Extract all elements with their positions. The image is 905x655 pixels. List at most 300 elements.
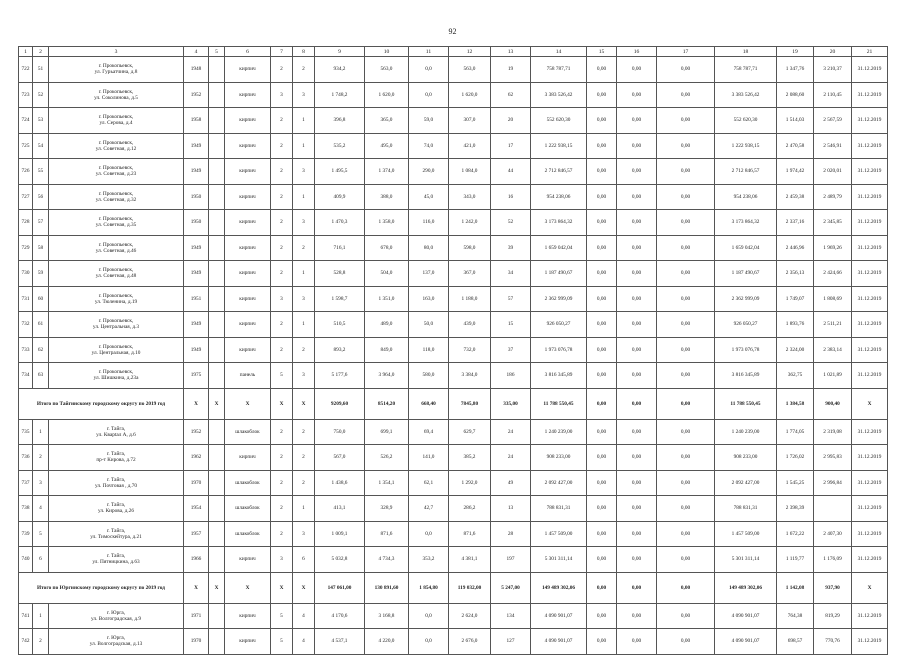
table-cell: 2 362 999,09 bbox=[715, 286, 777, 312]
table-cell bbox=[209, 445, 225, 471]
table-cell: 413,1 bbox=[315, 496, 365, 522]
table-cell: 1 470,3 bbox=[315, 210, 365, 236]
table-cell: 0,00 bbox=[657, 496, 715, 522]
table-cell: кирпич bbox=[225, 57, 271, 83]
table-cell: 17 bbox=[491, 133, 531, 159]
table-cell: 598,0 bbox=[449, 235, 491, 261]
table-cell: 3 964,0 bbox=[365, 363, 409, 389]
table-cell: 2 092 427,00 bbox=[531, 470, 587, 496]
table-cell: шлакоблок bbox=[225, 419, 271, 445]
total-cell: 11 788 550,45 bbox=[715, 388, 777, 419]
table-cell bbox=[209, 419, 225, 445]
table-cell: 34 bbox=[491, 261, 531, 287]
table-cell: 0,0 bbox=[409, 603, 449, 629]
table-cell: 738 bbox=[19, 496, 33, 522]
total-cell: 7845,80 bbox=[449, 388, 491, 419]
table-cell: 31.12.2019 bbox=[852, 261, 888, 287]
table-row bbox=[19, 133, 888, 159]
table-cell: 1 457 509,00 bbox=[715, 521, 777, 547]
table-cell: 31.12.2019 bbox=[852, 210, 888, 236]
table-cell: 1 bbox=[33, 603, 49, 629]
table-cell: 871,6 bbox=[365, 521, 409, 547]
table-cell: 52 bbox=[491, 210, 531, 236]
total-cell: X bbox=[225, 388, 271, 419]
table-cell: 0,00 bbox=[587, 312, 617, 338]
address-cell: г. Юрга, ул. Волгоградская, д.13 bbox=[49, 629, 184, 655]
table-cell: 0,00 bbox=[657, 312, 715, 338]
table-cell: 2 bbox=[293, 235, 315, 261]
table-cell: 1 187 490,67 bbox=[715, 261, 777, 287]
table-cell: 0,00 bbox=[587, 210, 617, 236]
table-cell: 678,0 bbox=[365, 235, 409, 261]
table-cell: 2 712 846,57 bbox=[715, 159, 777, 185]
table-cell: 5 301 311,14 bbox=[715, 547, 777, 573]
table-cell: 367,0 bbox=[449, 261, 491, 287]
table-cell: 1949 bbox=[184, 261, 209, 287]
table-cell: 489,0 bbox=[365, 312, 409, 338]
table-cell: 0,00 bbox=[617, 159, 657, 185]
table-cell: 365,0 bbox=[365, 108, 409, 134]
table-cell: 5 bbox=[271, 363, 293, 389]
table-cell: 0,00 bbox=[657, 57, 715, 83]
table-cell: 4 090 901,07 bbox=[715, 629, 777, 655]
table-cell: 728 bbox=[19, 210, 33, 236]
table-cell: 141,0 bbox=[409, 445, 449, 471]
table-cell: 5 177,6 bbox=[315, 363, 365, 389]
table-cell: 2 bbox=[271, 470, 293, 496]
table-cell: 871,6 bbox=[449, 521, 491, 547]
table-cell: 0,00 bbox=[617, 261, 657, 287]
table-cell: 732 bbox=[19, 312, 33, 338]
table-cell: 1 545,25 bbox=[777, 470, 814, 496]
table-cell: 1954 bbox=[184, 496, 209, 522]
table-cell: 3 383 526,42 bbox=[531, 82, 587, 108]
table-cell: 31.12.2019 bbox=[852, 108, 888, 134]
table-cell: 526,2 bbox=[365, 445, 409, 471]
table-cell bbox=[209, 261, 225, 287]
address-cell: г. Прокопьевск, ул. Советная, д.23 bbox=[49, 159, 184, 185]
table-cell: 819,29 bbox=[814, 603, 852, 629]
total-cell: 11 788 550,45 bbox=[531, 388, 587, 419]
table-cell bbox=[209, 603, 225, 629]
table-cell: 53 bbox=[33, 108, 49, 134]
table-cell: 4 220,0 bbox=[365, 629, 409, 655]
table-cell: 535,2 bbox=[315, 133, 365, 159]
table-cell: 197 bbox=[491, 547, 531, 573]
table-row bbox=[19, 629, 888, 655]
table-cell: 2 bbox=[271, 108, 293, 134]
table-cell: шлакоблок bbox=[225, 521, 271, 547]
address-cell: г. Прокопьевск, ул. Центральная, д.10 bbox=[49, 337, 184, 363]
table-cell: 2 bbox=[271, 419, 293, 445]
table-cell: панель bbox=[225, 363, 271, 389]
table-cell: 2 bbox=[33, 445, 49, 471]
table-cell: 698,57 bbox=[777, 629, 814, 655]
table-cell: 1 973 076,78 bbox=[715, 337, 777, 363]
table-cell: 563,0 bbox=[365, 57, 409, 83]
table-row bbox=[19, 57, 888, 83]
table-cell: 2 356,13 bbox=[777, 261, 814, 287]
table-cell: 1 bbox=[33, 419, 49, 445]
table-cell: 0,00 bbox=[617, 312, 657, 338]
table-cell: 1 620,0 bbox=[449, 82, 491, 108]
table-cell: кирпич bbox=[225, 337, 271, 363]
table-row bbox=[19, 470, 888, 496]
table-cell: 1 495,5 bbox=[315, 159, 365, 185]
table-cell: 0,00 bbox=[587, 57, 617, 83]
total-cell: X bbox=[293, 388, 315, 419]
table-cell: 4 734,3 bbox=[365, 547, 409, 573]
table-cell: 4 bbox=[293, 629, 315, 655]
table-cell: 2 bbox=[293, 470, 315, 496]
table-cell: 19 bbox=[491, 57, 531, 83]
table-cell: 954 238,06 bbox=[715, 184, 777, 210]
table-cell: 6 bbox=[33, 547, 49, 573]
table-cell: 0,00 bbox=[617, 603, 657, 629]
table-cell: 0,00 bbox=[587, 521, 617, 547]
table-cell: 409,9 bbox=[315, 184, 365, 210]
table-body bbox=[19, 47, 888, 655]
total-cell: 900,40 bbox=[814, 388, 852, 419]
table-cell: 4 090 901,07 bbox=[531, 629, 587, 655]
table-cell: 54 bbox=[33, 133, 49, 159]
total-cell: 0,00 bbox=[617, 388, 657, 419]
total-cell: 1 142,08 bbox=[777, 572, 814, 603]
table-cell: 732,0 bbox=[449, 337, 491, 363]
table-cell: 2 459,38 bbox=[777, 184, 814, 210]
table-cell: 62 bbox=[33, 337, 49, 363]
table-cell: 1971 bbox=[184, 603, 209, 629]
table-cell: 3 168,8 bbox=[365, 603, 409, 629]
table-cell: 31.12.2019 bbox=[852, 603, 888, 629]
table-cell: 1 187 490,67 bbox=[531, 261, 587, 287]
table-row bbox=[19, 445, 888, 471]
table-cell: 0,00 bbox=[617, 521, 657, 547]
address-cell: г. Тайга, пр-т Кирова, д.72 bbox=[49, 445, 184, 471]
total-cell: 0,00 bbox=[657, 572, 715, 603]
table-cell: 61 bbox=[33, 312, 49, 338]
table-cell: 2 470,58 bbox=[777, 133, 814, 159]
table-cell bbox=[209, 496, 225, 522]
table-cell: 2 110,45 bbox=[814, 82, 852, 108]
address-cell: г. Тайга, ул. Кварtал А, д.6 bbox=[49, 419, 184, 445]
table-cell: 1 374,0 bbox=[365, 159, 409, 185]
total-cell: 149 489 302,06 bbox=[715, 572, 777, 603]
table-cell: 1 659 042,04 bbox=[715, 235, 777, 261]
table-cell: 74,0 bbox=[409, 133, 449, 159]
table-cell: 37 bbox=[491, 337, 531, 363]
total-cell: 5 247,00 bbox=[491, 572, 531, 603]
table-cell: 44 bbox=[491, 159, 531, 185]
table-cell: 163,0 bbox=[409, 286, 449, 312]
table-cell: 926 050,27 bbox=[715, 312, 777, 338]
address-cell: г. Тайга, ул. Тимоскейтура, д.21 bbox=[49, 521, 184, 547]
table-cell: 0,00 bbox=[587, 108, 617, 134]
table-cell: 0,00 bbox=[617, 419, 657, 445]
table-cell: 2 bbox=[271, 235, 293, 261]
table-cell: 39 bbox=[491, 235, 531, 261]
total-cell: X bbox=[184, 388, 209, 419]
table-cell: 495,0 bbox=[365, 133, 409, 159]
table-cell: 1 084,0 bbox=[449, 159, 491, 185]
table-cell: 5 301 311,14 bbox=[531, 547, 587, 573]
table-cell: 49 bbox=[491, 470, 531, 496]
table-cell: 31.12.2019 bbox=[852, 312, 888, 338]
housing-register-table bbox=[18, 46, 888, 655]
table-cell: 2 bbox=[293, 337, 315, 363]
table-cell: кирпич bbox=[225, 261, 271, 287]
table-cell: 3 bbox=[271, 286, 293, 312]
table-cell: 0,00 bbox=[617, 445, 657, 471]
total-label: Итого по Юргинскому городскому округу по 2019 год bbox=[19, 572, 184, 603]
table-cell: кирпич bbox=[225, 133, 271, 159]
total-cell: 335,00 bbox=[491, 388, 531, 419]
column-number: 8 bbox=[293, 47, 315, 57]
table-cell: 1 222 938,15 bbox=[531, 133, 587, 159]
table-cell: 0,00 bbox=[657, 82, 715, 108]
table-cell: 0,00 bbox=[587, 470, 617, 496]
table-cell: 3 bbox=[271, 547, 293, 573]
address-cell: г. Юрга, ул. Волгоградская, д.9 bbox=[49, 603, 184, 629]
table-cell: 118,0 bbox=[409, 337, 449, 363]
total-cell: X bbox=[852, 572, 888, 603]
total-cell: 0,00 bbox=[617, 572, 657, 603]
table-cell: 1952 bbox=[184, 82, 209, 108]
table-cell: 1950 bbox=[184, 210, 209, 236]
column-number: 2 bbox=[33, 47, 49, 57]
table-cell: 0,0 bbox=[409, 57, 449, 83]
column-number: 16 bbox=[617, 47, 657, 57]
table-row bbox=[19, 603, 888, 629]
column-number: 7 bbox=[271, 47, 293, 57]
table-cell: 2 bbox=[293, 419, 315, 445]
table-cell bbox=[814, 496, 852, 522]
total-cell: 119 032,00 bbox=[449, 572, 491, 603]
table-cell: 80,0 bbox=[409, 235, 449, 261]
table-row bbox=[19, 312, 888, 338]
table-cell: 741 bbox=[19, 603, 33, 629]
table-cell: 1 119,77 bbox=[777, 547, 814, 573]
table-cell: 3 173 864,32 bbox=[715, 210, 777, 236]
table-cell: 31.12.2019 bbox=[852, 470, 888, 496]
table-cell: 2 407,30 bbox=[814, 521, 852, 547]
table-cell: 0,00 bbox=[617, 363, 657, 389]
table-cell: кирпич bbox=[225, 629, 271, 655]
table-cell: 567,0 bbox=[315, 445, 365, 471]
table-cell: 31.12.2019 bbox=[852, 82, 888, 108]
table-cell: 31.12.2019 bbox=[852, 159, 888, 185]
table-cell: 0,00 bbox=[657, 261, 715, 287]
table-cell: 0,00 bbox=[657, 184, 715, 210]
table-cell: 290,0 bbox=[409, 159, 449, 185]
table-cell: 1 242,0 bbox=[449, 210, 491, 236]
table-cell: 0,00 bbox=[657, 629, 715, 655]
table-cell: 353,2 bbox=[409, 547, 449, 573]
table-cell: 1957 bbox=[184, 521, 209, 547]
column-number: 12 bbox=[449, 47, 491, 57]
total-row bbox=[19, 388, 888, 419]
table-cell: 1 bbox=[293, 184, 315, 210]
address-cell: г. Прокопьевск, ул. Советная, д.46 bbox=[49, 235, 184, 261]
table-cell: 0,00 bbox=[617, 629, 657, 655]
table-cell: 31.12.2019 bbox=[852, 547, 888, 573]
table-cell: 2 088,60 bbox=[777, 82, 814, 108]
table-cell: 2 362 999,09 bbox=[531, 286, 587, 312]
total-cell: 130 891,60 bbox=[365, 572, 409, 603]
total-cell: 0,00 bbox=[657, 388, 715, 419]
table-cell: кирпич bbox=[225, 184, 271, 210]
table-cell: 893,2 bbox=[315, 337, 365, 363]
column-number: 4 bbox=[184, 47, 209, 57]
table-cell: 31.12.2019 bbox=[852, 521, 888, 547]
table-cell: 2 bbox=[271, 521, 293, 547]
table-cell: 0,00 bbox=[587, 547, 617, 573]
table-cell: 59 bbox=[33, 261, 49, 287]
table-cell: 1 748,2 bbox=[315, 82, 365, 108]
table-cell: 552 620,30 bbox=[715, 108, 777, 134]
table-cell: 1 188,0 bbox=[449, 286, 491, 312]
table-cell: 0,00 bbox=[587, 496, 617, 522]
table-cell: 2 624,0 bbox=[449, 603, 491, 629]
table-cell: 726 bbox=[19, 159, 33, 185]
table-cell bbox=[209, 286, 225, 312]
page-number: 92 bbox=[448, 27, 457, 36]
total-row bbox=[19, 572, 888, 603]
address-cell: г. Прокопьевск, ул. Гурьатчина, д.8 bbox=[49, 57, 184, 83]
table-cell bbox=[209, 108, 225, 134]
table-cell: 735 bbox=[19, 419, 33, 445]
total-cell: X bbox=[293, 572, 315, 603]
table-cell: 13 bbox=[491, 496, 531, 522]
table-cell: 926 050,27 bbox=[531, 312, 587, 338]
column-number: 15 bbox=[587, 47, 617, 57]
total-cell: 1 384,58 bbox=[777, 388, 814, 419]
table-cell: кирпич bbox=[225, 108, 271, 134]
table-cell: 15 bbox=[491, 312, 531, 338]
table-cell: 1949 bbox=[184, 337, 209, 363]
total-cell: 1 854,80 bbox=[409, 572, 449, 603]
table-cell: 42,7 bbox=[409, 496, 449, 522]
table-cell bbox=[209, 470, 225, 496]
table-cell: 2 995,83 bbox=[814, 445, 852, 471]
table-cell: 31.12.2019 bbox=[852, 629, 888, 655]
table-cell: 0,00 bbox=[587, 82, 617, 108]
total-cell: 9209,60 bbox=[315, 388, 365, 419]
table-cell: 510,5 bbox=[315, 312, 365, 338]
table-cell: 362,75 bbox=[777, 363, 814, 389]
table-cell: 0,00 bbox=[657, 521, 715, 547]
table-cell: 60 bbox=[33, 286, 49, 312]
table-cell bbox=[209, 159, 225, 185]
address-cell: г. Прокопьевск, ул. Советная, д.48 bbox=[49, 261, 184, 287]
table-cell: 722 bbox=[19, 57, 33, 83]
table-cell: 1 009,1 bbox=[315, 521, 365, 547]
table-cell: кирпич bbox=[225, 547, 271, 573]
table-cell: 1 659 042,04 bbox=[531, 235, 587, 261]
table-cell: 3 bbox=[293, 363, 315, 389]
table-cell bbox=[209, 547, 225, 573]
table-cell: 733 bbox=[19, 337, 33, 363]
table-cell bbox=[209, 363, 225, 389]
table-cell: 1 021,89 bbox=[814, 363, 852, 389]
table-cell: 1 bbox=[293, 496, 315, 522]
column-number: 11 bbox=[409, 47, 449, 57]
table-cell: 4 170,6 bbox=[315, 603, 365, 629]
total-cell: X bbox=[209, 572, 225, 603]
table-cell: 28 bbox=[491, 521, 531, 547]
table-cell: 0,00 bbox=[587, 445, 617, 471]
table-cell: 4 bbox=[33, 496, 49, 522]
table-cell: 2 712 846,57 bbox=[531, 159, 587, 185]
table-cell bbox=[209, 312, 225, 338]
table-cell: 4 090 901,07 bbox=[715, 603, 777, 629]
table-cell: 1962 bbox=[184, 445, 209, 471]
table-cell: 1949 bbox=[184, 159, 209, 185]
table-row bbox=[19, 159, 888, 185]
table-row bbox=[19, 210, 888, 236]
table-cell: 0,00 bbox=[657, 159, 715, 185]
table-row bbox=[19, 108, 888, 134]
table-cell: 4 090 901,07 bbox=[531, 603, 587, 629]
table-cell: 328,9 bbox=[365, 496, 409, 522]
table-cell: 62,1 bbox=[409, 470, 449, 496]
table-cell: 1 514,03 bbox=[777, 108, 814, 134]
column-number: 19 bbox=[777, 47, 814, 57]
table-cell: 716,1 bbox=[315, 235, 365, 261]
column-number: 20 bbox=[814, 47, 852, 57]
table-cell: 2 bbox=[293, 57, 315, 83]
table-cell: 1951 bbox=[184, 286, 209, 312]
table-cell: 2 bbox=[271, 210, 293, 236]
table-cell: 0,00 bbox=[657, 133, 715, 159]
table-cell bbox=[209, 57, 225, 83]
address-cell: г. Тайга, ул. Почтовая , д.70 bbox=[49, 470, 184, 496]
table-cell: 45,0 bbox=[409, 184, 449, 210]
table-cell: 3 bbox=[271, 82, 293, 108]
table-cell: 4 381,1 bbox=[449, 547, 491, 573]
table-cell: 849,0 bbox=[365, 337, 409, 363]
table-cell: 1 176,09 bbox=[814, 547, 852, 573]
table-cell: 1 808,69 bbox=[814, 286, 852, 312]
table-cell: 723 bbox=[19, 82, 33, 108]
table-cell: кирпич bbox=[225, 603, 271, 629]
table-cell: 2 345,85 bbox=[814, 210, 852, 236]
table-cell bbox=[209, 133, 225, 159]
table-cell: 1948 bbox=[184, 57, 209, 83]
table-cell: 1 bbox=[293, 133, 315, 159]
table-cell bbox=[209, 337, 225, 363]
table-cell: 396,8 bbox=[315, 108, 365, 134]
table-cell: 3 bbox=[293, 159, 315, 185]
table-cell: 1 351,0 bbox=[365, 286, 409, 312]
table-cell: 3 bbox=[293, 521, 315, 547]
table-cell: 55 bbox=[33, 159, 49, 185]
table-cell: 1 347,76 bbox=[777, 57, 814, 83]
column-number-header bbox=[19, 47, 888, 57]
table-cell: 1950 bbox=[184, 184, 209, 210]
column-number: 21 bbox=[852, 47, 888, 57]
table-cell: 3 bbox=[293, 286, 315, 312]
table-cell: 385,2 bbox=[449, 445, 491, 471]
table-cell: 186 bbox=[491, 363, 531, 389]
table-cell: 57 bbox=[491, 286, 531, 312]
table-cell: 0,00 bbox=[617, 547, 657, 573]
table-cell: 2 bbox=[271, 337, 293, 363]
table-cell: 2 bbox=[271, 159, 293, 185]
column-number: 18 bbox=[715, 47, 777, 57]
table-row bbox=[19, 337, 888, 363]
table-cell: 740 bbox=[19, 547, 33, 573]
